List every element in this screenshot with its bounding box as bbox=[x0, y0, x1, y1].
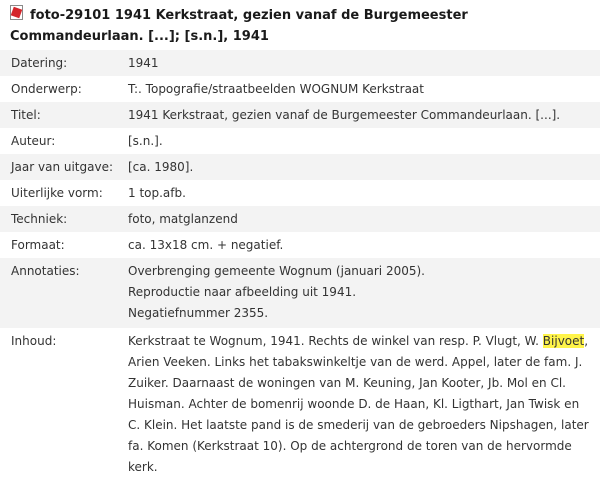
field-value: [ca. 1980]. bbox=[128, 160, 194, 174]
field-row-auteur bbox=[0, 128, 600, 154]
field-row-jaar bbox=[0, 154, 600, 180]
field-value: foto, matglanzend bbox=[128, 212, 238, 226]
field-row-datering bbox=[0, 50, 600, 76]
field-row-techniek bbox=[0, 206, 600, 232]
field-row-inhoud bbox=[0, 328, 600, 482]
annotation-line: Negatiefnummer 2355. bbox=[128, 306, 269, 320]
field-row-titel bbox=[0, 102, 600, 128]
field-value bbox=[128, 258, 600, 328]
field-label: Titel: bbox=[11, 108, 41, 122]
record-title-text: foto-29101 1941 Kerkstraat, gezien vanaf de Burgemeester Commandeurlaan. [...]; [s.n.], 1941 bbox=[10, 8, 468, 44]
field-row-formaat bbox=[0, 232, 600, 258]
content-text: Kerkstraat te Wognum, 1941. Rechts de winkel van resp. P. Vlugt, W. bbox=[128, 334, 543, 348]
field-value: 1941 Kerkstraat, gezien vanaf de Burgemeester Commandeurlaan. [...]. bbox=[128, 108, 561, 122]
annotation-line: Overbrenging gemeente Wognum (januari 2005). bbox=[128, 264, 425, 278]
field-label: Formaat: bbox=[11, 238, 65, 252]
field-label: Onderwerp: bbox=[11, 82, 82, 96]
field-label: Annotaties: bbox=[11, 264, 80, 278]
field-value bbox=[128, 328, 600, 482]
field-label: Datering: bbox=[11, 56, 68, 70]
field-row-annotaties bbox=[0, 258, 600, 328]
record-title bbox=[10, 5, 595, 47]
field-row-onderwerp bbox=[0, 76, 600, 102]
search-highlight: Bijvoet bbox=[542, 334, 585, 348]
field-value: 1 top.afb. bbox=[128, 186, 186, 200]
field-label: Uiterlijke vorm: bbox=[11, 186, 103, 200]
annotation-line: Reproductie naar afbeelding uit 1941. bbox=[128, 285, 357, 299]
field-row-vorm bbox=[0, 180, 600, 206]
field-value: T:. Topografie/straatbeelden WOGNUM Kerkstraat bbox=[128, 82, 424, 96]
field-label: Auteur: bbox=[11, 134, 56, 148]
field-label: Techniek: bbox=[11, 212, 68, 226]
record-fields bbox=[0, 50, 600, 482]
field-value: 1941 bbox=[128, 56, 159, 70]
content-text: , Arien Veeken. Links het tabakswinkeltje van de werd. Appel, later de fam. J. Zuiker. Daarnaast de woningen van M. Keuning, Jan Kooter, Jb. Mol en Cl. Huisman. Achter de bomenrij woonde D. de Haan, Kl. Ligthart, Jan Twisk en C. Klein. Het laatste pand is de smederij van de gebroeders Nipshagen, later fa. Komen (Kerkstraat 10). Op de achtergrond de toren van de hervormde kerk. bbox=[128, 334, 589, 474]
field-value: ca. 13x18 cm. + negatief. bbox=[128, 238, 284, 252]
field-label: Jaar van uitgave: bbox=[11, 160, 114, 174]
field-value: [s.n.]. bbox=[128, 134, 163, 148]
document-icon bbox=[10, 5, 24, 21]
field-label: Inhoud: bbox=[11, 334, 57, 348]
